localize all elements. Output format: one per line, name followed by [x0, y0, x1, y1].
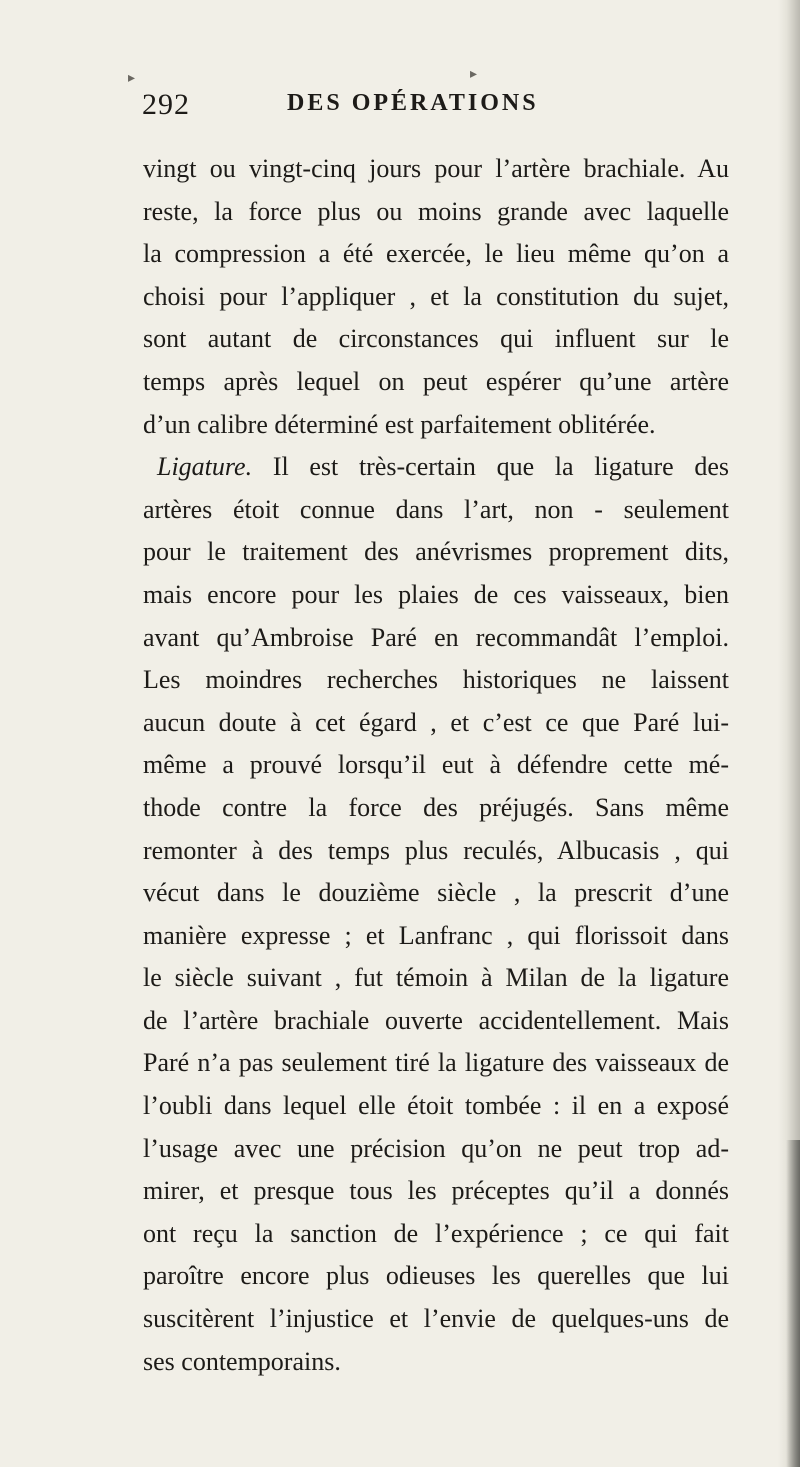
text-line: thode contre la force des préjugés. Sans même: [143, 792, 729, 822]
print-speck: ▸: [470, 67, 478, 82]
text-line: sont autant de circonstances qui influent sur le: [143, 324, 729, 354]
text-line: paroître encore plus odieuses les querelles que lui: [143, 1261, 729, 1291]
text-run: Il est très-certain que la ligature des: [272, 452, 730, 482]
text-line: la compression a été exercée, le lieu même qu’on a: [143, 239, 729, 269]
text-line: pour le traitement des anévrismes proprement dits,: [143, 537, 729, 567]
text-line: Les moindres recherches historiques ne laissent: [143, 665, 729, 695]
text-line: manière expresse ; et Lanfranc , qui florissoit dans: [143, 920, 729, 950]
text-line: suscitèrent l’injustice et l’envie de quelques-uns de: [143, 1304, 729, 1334]
text-line: choisi pour l’appliquer , et la constitution du sujet,: [143, 281, 729, 311]
text-line: le siècle suivant , fut témoin à Milan de la ligature: [143, 963, 729, 993]
text-line: vécut dans le douzième siècle , la prescrit d’une: [143, 878, 729, 908]
text-line: reste, la force plus ou moins grande avec laquelle: [143, 196, 729, 226]
print-speck: ▸: [128, 71, 136, 86]
paragraph-first-line: [143, 446, 729, 489]
text-line: ont reçu la sanction de l’expérience ; ce qui fait: [143, 1218, 729, 1248]
text-line: l’usage avec une précision qu’on ne peut trop ad-: [143, 1133, 729, 1163]
page-edge-dark-shadow: [786, 1140, 800, 1467]
text-line: l’oubli dans lequel elle étoit tombée : il en a exposé: [143, 1091, 729, 1121]
text-line: temps après lequel on peut espérer qu’une artère: [143, 366, 729, 396]
running-head: DES OPÉRATIONS: [287, 90, 539, 116]
page-number: 292: [142, 88, 190, 121]
text-line: mirer, et presque tous les préceptes qu’il a donnés: [143, 1176, 729, 1206]
body-text: [143, 148, 729, 1383]
text-line: remonter à des temps plus reculés, Albucasis , qui: [143, 835, 729, 865]
text-line: ses contemporains.: [143, 1346, 341, 1376]
text-line: même a prouvé lorsqu’il eut à défendre cette mé-: [143, 750, 729, 780]
text-line: vingt ou vingt-cinq jours pour l’artère brachiale. Au: [143, 154, 729, 183]
text-line: d’un calibre déterminé est parfaitement oblitérée.: [143, 409, 656, 439]
section-heading-ligature: Ligature.: [157, 452, 253, 482]
page-header: [142, 88, 702, 128]
text-line: aucun doute à cet égard , et c’est ce que Paré lui-: [143, 707, 729, 737]
text-line: artères étoit connue dans l’art, non - seulement: [143, 494, 729, 524]
text-line: de l’artère brachiale ouverte accidentellement. Mais: [143, 1005, 729, 1035]
text-line: Paré n’a pas seulement tiré la ligature des vaisseaux de: [143, 1048, 729, 1078]
text-line: avant qu’Ambroise Paré en recommandât l’emploi.: [143, 622, 729, 652]
text-line: mais encore pour les plaies de ces vaisseaux, bien: [143, 579, 729, 609]
